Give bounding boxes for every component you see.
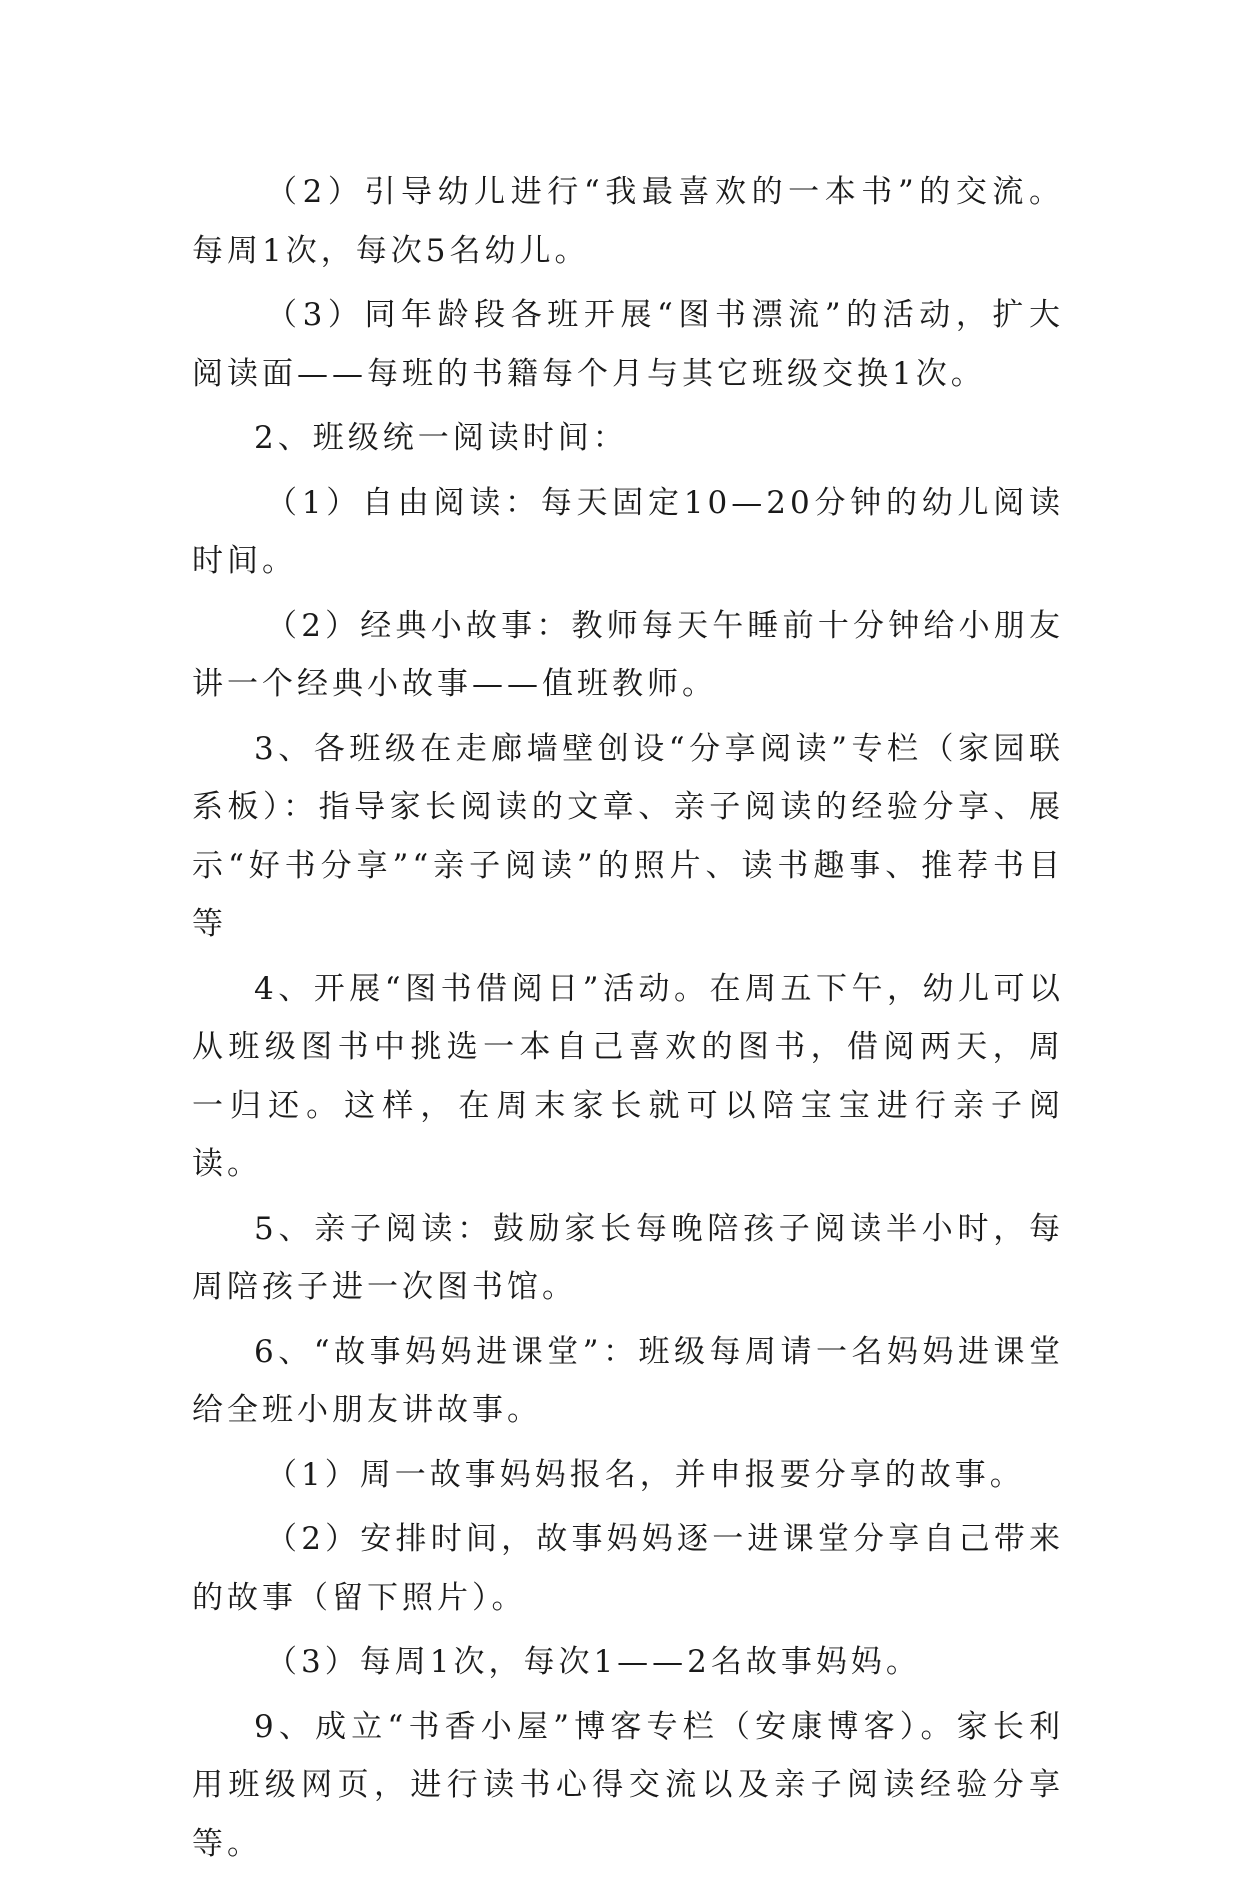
paragraph-section-3-sharing-column: 3、各班级在走廊墙壁创设“分享阅读”专栏（家园联系板）：指导家长阅读的文章、亲子阅读的经验分享、展示“好书分享”“亲子阅读”的照片、读书趣事、推荐书目等 [192, 730, 1064, 942]
paragraph-section-2-heading: 2、班级统一阅读时间： [254, 420, 628, 456]
paragraph-section-4-borrowing-day: 4、开展“图书借阅日”活动。在周五下午，幼儿可以从班级图书中挑选一本自己喜欢的图书，借阅两天，周一归还。这样，在周末家长就可以陪宝宝进行亲子阅读。 [192, 970, 1064, 1182]
paragraph-story-mom-frequency: （3）每周1次，每次1——2名故事妈妈。 [266, 1644, 921, 1680]
paragraph-section-9-blog: 9、成立“书香小屋”博客专栏（安康博客）。家长利用班级网页，进行读书心得交流以及亲子阅读经验分享等。 [192, 1708, 1064, 1862]
paragraph-free-reading: （1）自由阅读：每天固定10—20分钟的幼儿阅读时间。 [192, 484, 1064, 579]
paragraph-favorite-book-sharing: （2）引导幼儿进行“我最喜欢的一本书”的交流。每周1次，每次5名幼儿。 [192, 174, 1064, 269]
paragraph-classic-story: （2）经典小故事：教师每天午睡前十分钟给小朋友讲一个经典小故事——值班教师。 [192, 607, 1064, 702]
paragraph-story-mom-schedule: （2）安排时间，故事妈妈逐一进课堂分享自己带来的故事（留下照片）。 [192, 1521, 1064, 1616]
paragraph-book-drifting: （3）同年龄段各班开展“图书漂流”的活动，扩大阅读面——每班的书籍每个月与其它班级交换1次。 [192, 297, 1064, 392]
paragraph-section-6-story-mom: 6、“故事妈妈进课堂”：班级每周请一名妈妈进课堂给全班小朋友讲故事。 [192, 1333, 1064, 1428]
paragraph-section-5-parent-child-reading: 5、亲子阅读：鼓励家长每晚陪孩子阅读半小时，每周陪孩子进一次图书馆。 [192, 1210, 1064, 1305]
paragraph-story-mom-signup: （1）周一故事妈妈报名，并申报要分享的故事。 [266, 1456, 1025, 1493]
document-body [192, 163, 1064, 1879]
